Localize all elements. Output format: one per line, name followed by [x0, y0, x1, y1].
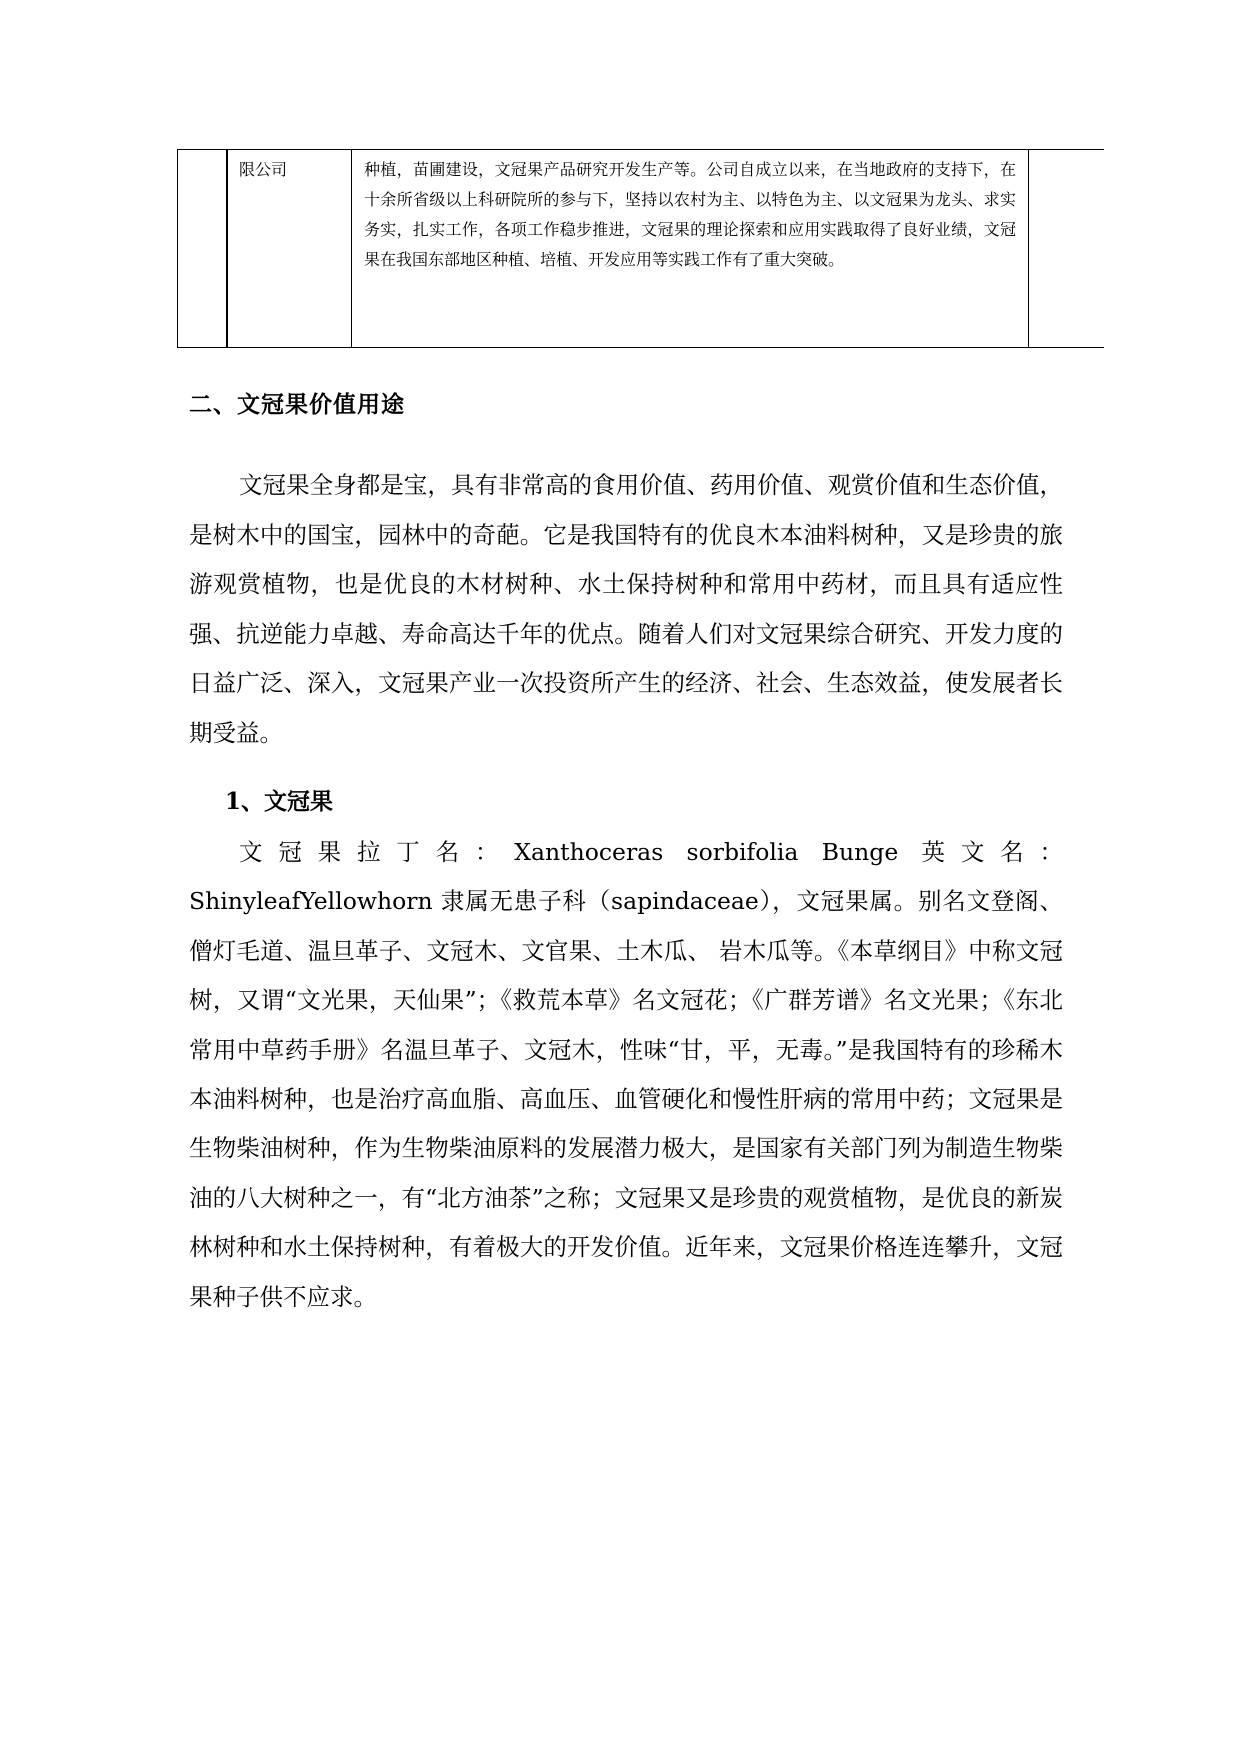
table-cell-description: 种植，苗圃建设，文冠果产品研究开发生产等。公司自成立以来，在当地政府的支持下，在十余所省级以上科研院所的参与下，坚持以农村为主、以特色为主、以文冠果为龙头、求实务实，扎实工作，各项工作稳步推进，文冠果的理论探索和应用实践取得了良好业绩，文冠果在我国东部地区种植、培植、开发应用等实践工作有了重大突破。 [352, 150, 1029, 348]
table-cell-index [178, 150, 228, 348]
company-table-fragment [177, 149, 1104, 348]
subsection-heading-wenguanguo: 1、文冠果 [225, 788, 334, 815]
table-cell-company-name: 限公司 [227, 150, 352, 348]
section-paragraph-value-uses: 文冠果全身都是宝，具有非常高的食用价值、药用价值、观赏价值和生态价值，是树木中的国宝，园林中的奇葩。它是我国特有的优良木本油料树种，又是珍贵的旅游观赏植物，也是优良的木材树种、水土保持树种和常用中药材，而且具有适应性强、抗逆能力卓越、寿命高达千年的优点。随着人们对文冠果综合研究、开发力度的日益广泛、深入，文冠果产业一次投资所产生的经济、社会、生态效益，使发展者长期受益。 [189, 471, 1063, 747]
subsection-paragraph-wenguanguo: 文冠果拉丁名：Xanthoceras sorbifolia Bunge 英文名： ShinyleafYellowhorn 隶属无患子科（sapindaceae），文冠果属。别名文登阁、僧灯毛道、温旦革子、文冠木、文官果、土木瓜、 岩木瓜等。《本草纲目》中称文冠树，又谓“文光果，天仙果”；《救荒本草》名文冠花；《广群芳谱》名文光果；《东北常用中草药手册》名温旦革子、文冠木，性味“甘，平，无毒。”是我国特有的珍稀木本油料树种，也是治疗高血脂、高血压、血管硬化和慢性肝病的常用中药；文冠果是生物柴油树种，作为生物柴油原料的发展潜力极大，是国家有关部门列为制造生物柴油的八大树种之一，有“北方油茶”之称；文冠果又是珍贵的观赏植物，是优良的新炭林树种和水土保持树种，有着极大的开发价值。近年来，文冠果价格连连攀升，文冠果种子供不应求。 [189, 838, 1063, 1311]
table-cell-extra [1029, 150, 1105, 348]
table-row [178, 150, 1105, 348]
section-heading-value-uses: 二、文冠果价值用途 [189, 391, 405, 418]
